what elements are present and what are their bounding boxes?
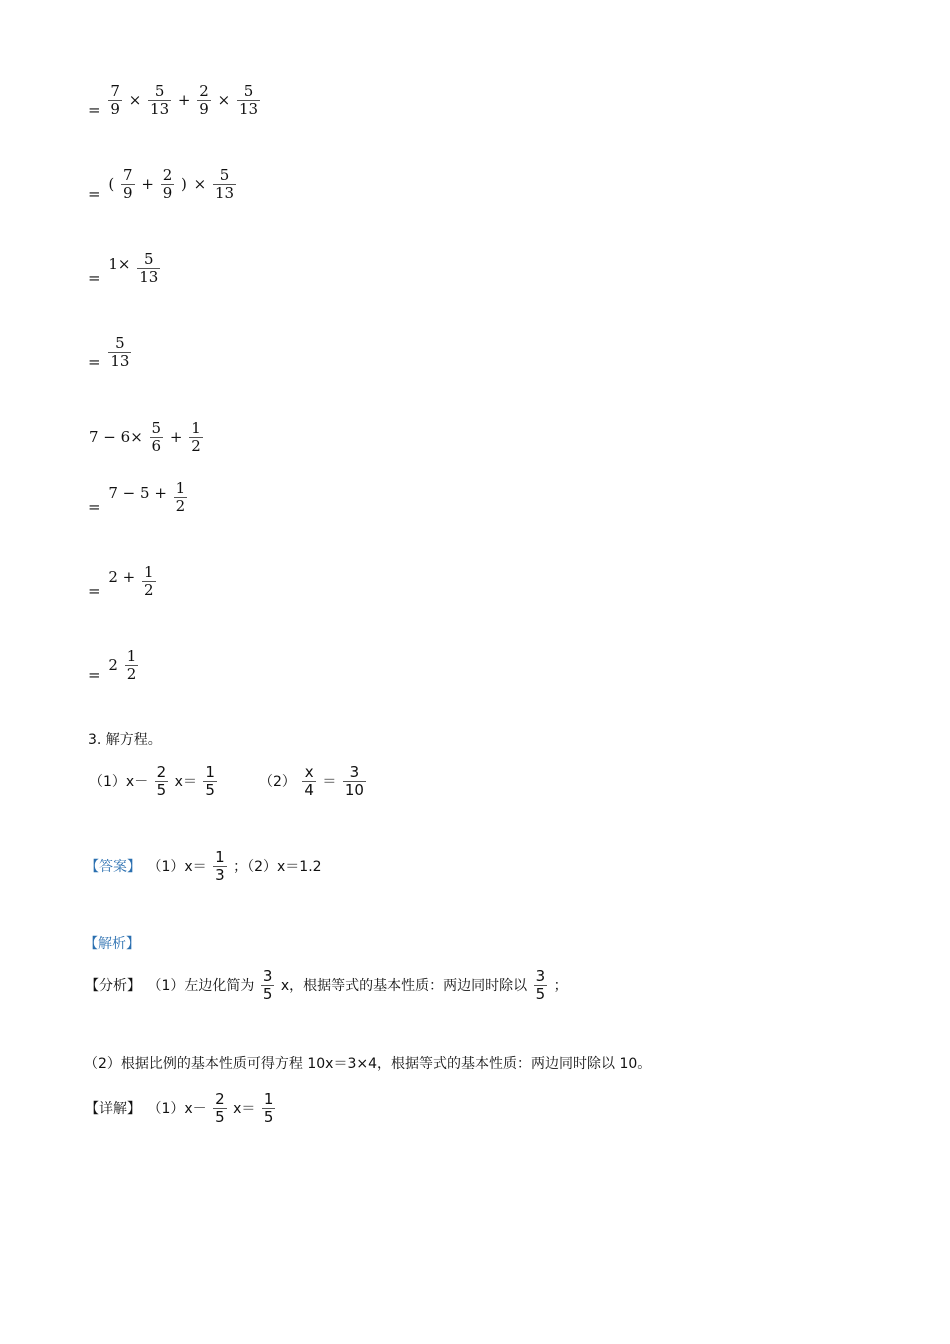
calc1-line3 [88, 251, 161, 286]
calc1-line4 [88, 335, 132, 370]
expression-text: 1× [108, 254, 131, 273]
operator: × [128, 91, 142, 109]
detail-text: x＝ [233, 1100, 256, 1117]
fraction: $\frac{1}{2}$ [191, 419, 201, 455]
expression-text: 7 − 5 + [108, 483, 167, 502]
analysis-tag: 【解析】 [84, 936, 140, 952]
operator: × [193, 175, 207, 193]
equation-1 [88, 764, 218, 799]
fraction: $\frac{3}{10}$ [344, 763, 364, 799]
fraction: $\frac{7}{9}$ [110, 82, 120, 118]
calc2-line3 [88, 564, 157, 599]
fraction: $\frac{1}{2}$ [175, 479, 186, 515]
fraction: $\frac{5}{13}$ [238, 82, 259, 118]
whole-number: 2 [108, 656, 118, 674]
fraction: $\frac{5}{13}$ [139, 250, 159, 286]
equals-sign: = [88, 100, 101, 119]
detail-line [84, 1091, 276, 1126]
answer-text: ；（2）x＝1.2 [233, 858, 322, 875]
fraction: $\frac{1}{2}$ [144, 563, 154, 599]
equals-sign: = [88, 581, 101, 600]
fraction: $\frac{1}{5}$ [205, 763, 215, 799]
calc2-line2 [88, 480, 188, 515]
expression-text: 2 + [108, 567, 136, 586]
fraction: $\frac{1}{2}$ [126, 647, 137, 683]
detail-label: 【详解】 [85, 1100, 141, 1117]
left-paren: ( [108, 175, 115, 193]
equals-sign: = [88, 352, 101, 371]
equals-sign: = [88, 184, 101, 203]
expression-text: x＝ [174, 773, 197, 790]
equals-sign: = [88, 268, 101, 287]
fraction: $\frac{2}{5}$ [156, 763, 167, 799]
analysis-line [84, 968, 569, 1003]
fraction: $\frac{x}{4}$ [304, 763, 314, 799]
calc1-line2 [88, 167, 237, 202]
detail-text: （1）x－ [147, 1100, 207, 1117]
equation-2 [258, 764, 367, 799]
fraction: $\frac{5}{13}$ [150, 82, 170, 118]
analysis-line-2: （2）根据比例的基本性质可得方程 10x＝3×4，根据等式的基本性质：两边同时除以 10。 [84, 1056, 652, 1072]
fraction: $\frac{3}{5}$ [535, 967, 546, 1003]
calc2-line1 [88, 420, 204, 455]
calc1-line1 [88, 83, 261, 118]
analysis-text: （1）左边化简为 [147, 977, 255, 994]
fraction: $\frac{7}{9}$ [123, 166, 133, 202]
equation-label: （2） [259, 773, 296, 790]
equation-label: （1）x－ [89, 773, 149, 790]
fraction: $\frac{1}{3}$ [215, 848, 225, 884]
operator: × [217, 91, 231, 109]
equals-sign: = [88, 497, 101, 516]
operator: + [169, 428, 183, 446]
fraction: $\frac{2}{5}$ [215, 1090, 225, 1126]
operator: + [177, 91, 191, 109]
fraction: $\frac{5}{6}$ [151, 419, 162, 455]
fraction: $\frac{2}{9}$ [199, 82, 209, 118]
expression-text: ＝ [322, 773, 337, 790]
calc2-line4 [88, 648, 139, 683]
fraction: $\frac{5}{13}$ [110, 334, 130, 370]
analysis-text: ； [553, 977, 568, 994]
fraction: $\frac{3}{5}$ [262, 967, 273, 1003]
answer-line [84, 849, 323, 884]
right-paren: ) [181, 175, 187, 193]
fraction: $\frac{2}{9}$ [162, 166, 173, 202]
question-title: 3. 解方程。 [88, 732, 162, 748]
expression-text: 7 − 6× [89, 428, 143, 446]
equals-sign: = [88, 665, 101, 684]
answer-tag: 【答案】 [85, 858, 141, 875]
operator: + [141, 175, 154, 193]
answer-text: （1）x＝ [147, 858, 207, 875]
fraction: $\frac{1}{5}$ [263, 1090, 274, 1126]
analysis-text: x，根据等式的基本性质：两边同时除以 [280, 977, 528, 994]
fraction: $\frac{5}{13}$ [215, 166, 235, 202]
analysis-label: 【分析】 [85, 977, 141, 994]
